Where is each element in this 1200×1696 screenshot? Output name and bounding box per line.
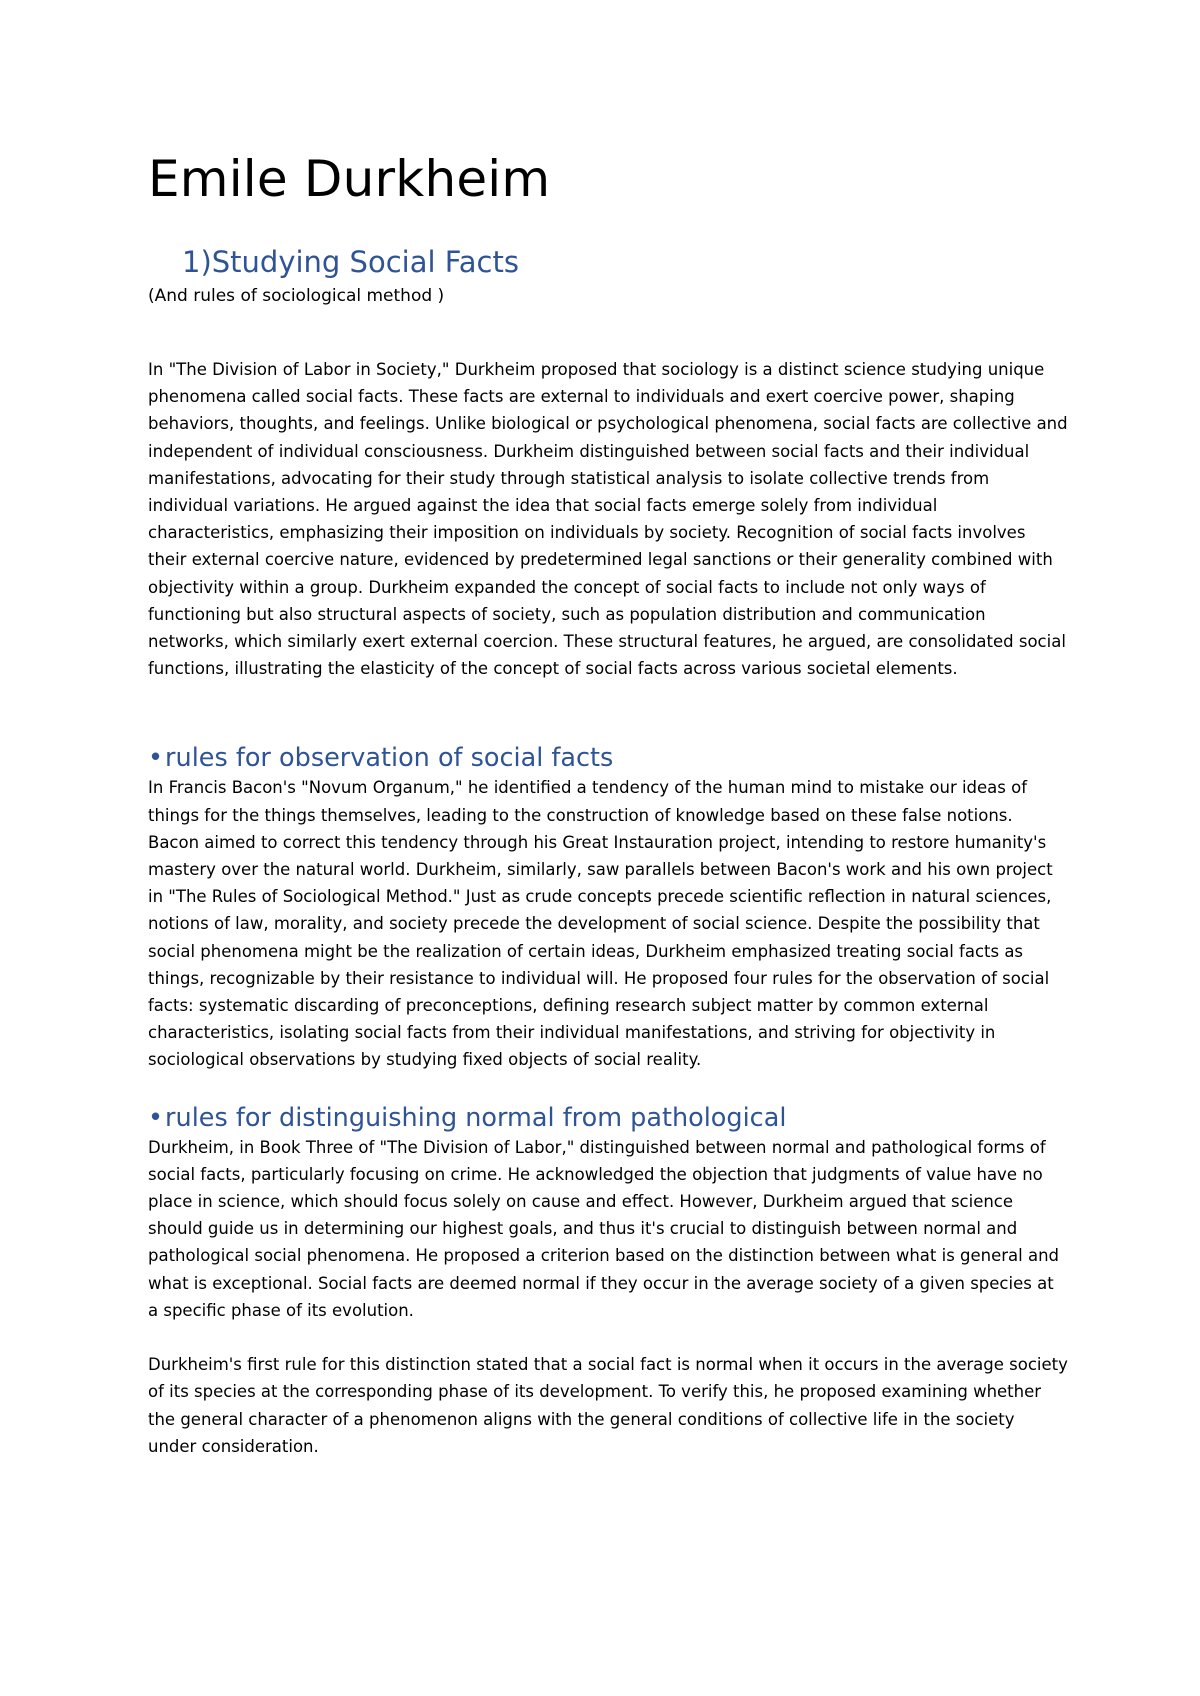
document-page xyxy=(148,150,1068,1460)
section-heading-observation-rules xyxy=(148,742,1068,774)
section-heading-normal-pathological xyxy=(148,1102,1068,1134)
bullet-icon: • xyxy=(148,1102,164,1133)
section-subtitle: (And rules of sociological method ) xyxy=(148,286,445,306)
paragraph-observation-rules: In Francis Bacon's "Novum Organum," he identified a tendency of the human mind to mistake our ideas of things for the things themselves, leading to the construction of knowledge based on these false notions. Bacon aimed to correct this tendency through his Great Instauration project, intending to restore humanity's mastery over the natural world. Durkheim, similarly, saw parallels between Bacon's work and his own project in "The Rules of Sociological Method." Just as crude concepts precede scientific reflection in natural sciences, notions of law, morality, and society precede the development of social science. Despite the possibility that social phenomena might be the realization of certain ideas, Durkheim emphasized treating social facts as things, recognizable by their resistance to individual will. He proposed four rules for the observation of social facts: systematic discarding of preconceptions, defining research subject matter by common external characteristics, isolating social facts from their individual manifestations, and striving for objectivity in sociological observations by studying fixed objects of social reality. xyxy=(148,778,1053,1070)
bullet-icon: • xyxy=(148,743,164,774)
paragraph-normal-pathological: Durkheim, in Book Three of "The Division of Labor," distinguished between normal and pathological forms of social facts, particularly focusing on crime. He acknowledged the objection that judgments of value have no place in science, which should focus solely on cause and effect. However, Durkheim argued that science should guide us in determining our highest goals, and thus it's crucial to distinguish between normal and pathological social phenomena. He proposed a criterion based on the distinction between what is general and what is exceptional. Social facts are deemed normal if they occur in the average society of a given species at a specific phase of its evolution. xyxy=(148,1137,1060,1320)
paragraph-first-rule: Durkheim's first rule for this distinction stated that a social fact is normal when it occurs in the average society of its species at the corresponding phase of its development. To verify this, he proposed examining whether the general character of a phenomenon aligns with the general conditions of collective life in the society under consideration. xyxy=(148,1355,1068,1456)
section-heading-studying-social-facts: 1)Studying Social Facts xyxy=(182,245,519,279)
heading-text: rules for distinguishing normal from pathological xyxy=(165,1102,787,1133)
paragraph-social-facts: In "The Division of Labor in Society," Durkheim proposed that sociology is a distinct science studying unique phenomena called social facts. These facts are external to individuals and exert coercive power, shaping behaviors, thoughts, and feelings. Unlike biological or psychological phenomena, social facts are collective and independent of individual consciousness. Durkheim distinguished between social facts and their individual manifestations, advocating for their study through statistical analysis to isolate collective trends from individual variations. He argued against the idea that social facts emerge solely from individual characteristics, emphasizing their imposition on individuals by society. Recognition of social facts involves their external coercive nature, evidenced by predetermined legal sanctions or their generality combined with objectivity within a group. Durkheim expanded the concept of social facts to include not only ways of functioning but also structural aspects of society, such as population distribution and communication networks, which similarly exert external coercion. These structural features, he argued, are consolidated social functions, illustrating the elasticity of the concept of social facts across various societal elements. xyxy=(148,360,1068,679)
document-title: Emile Durkheim xyxy=(148,150,551,208)
heading-text: rules for observation of social facts xyxy=(165,743,614,774)
